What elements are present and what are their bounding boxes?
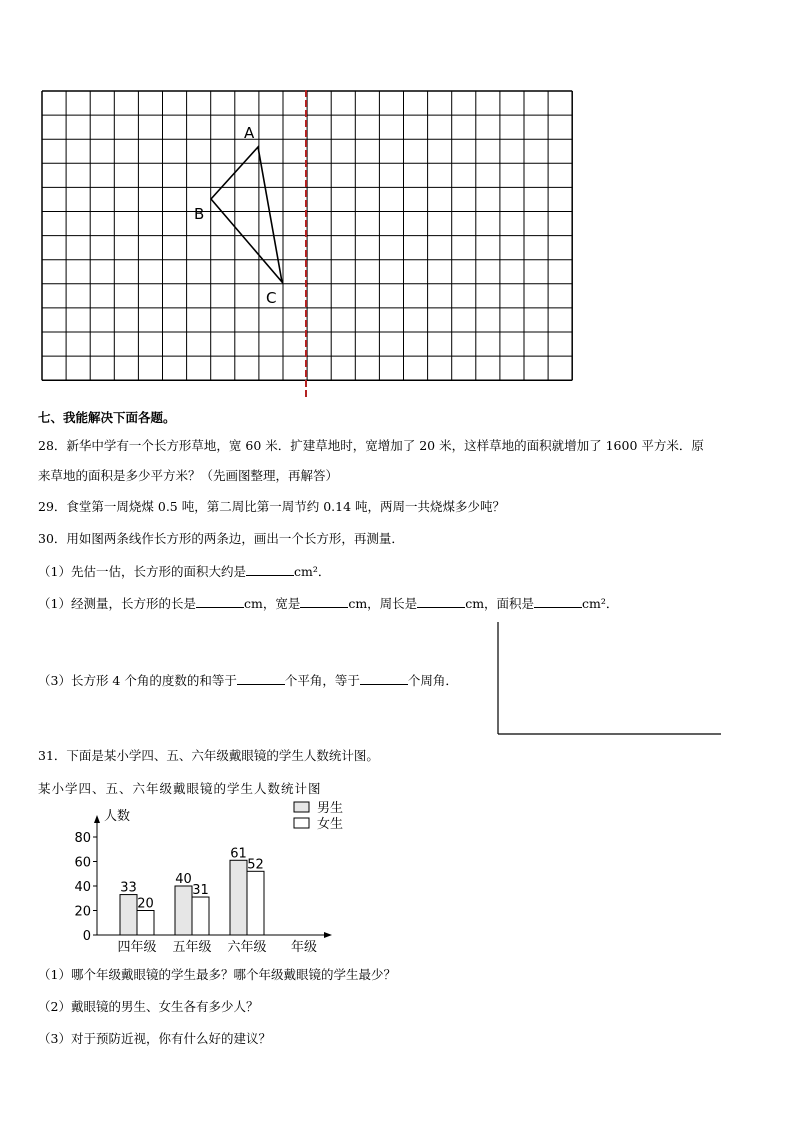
grid-figure: [0, 0, 794, 410]
bar-chart: [0, 795, 400, 960]
x-axis-arrow: [324, 932, 332, 938]
point-label-b: B: [194, 205, 205, 223]
answer-blank-area[interactable]: [534, 595, 582, 608]
legend-label: 女生: [317, 817, 344, 832]
x-category-label: 五年级: [172, 940, 212, 955]
legend-swatch: [294, 818, 309, 828]
section-title: 七、我能解决下面各题。: [38, 410, 176, 425]
chart-bars: [117, 846, 266, 955]
part3-text: （3）长方形 4 个角的度数的和等于: [38, 673, 237, 688]
part2-unit: cm²．: [582, 596, 619, 611]
question-30-part1: [38, 563, 330, 580]
grid-lines: [42, 91, 572, 380]
question-30-stem: 30．用如图两条线作长方形的两条边，画出一个长方形，再测量．: [38, 531, 404, 546]
y-tick-label: 20: [74, 904, 91, 920]
bar: [120, 895, 137, 935]
bar-value-label: 40: [175, 872, 192, 887]
question-30-part3: [38, 672, 458, 689]
part2-perimeter-label: cm，周长是: [348, 596, 418, 611]
triangle-abc: [211, 147, 282, 282]
question-31-sub2: （2）戴眼镜的男生、女生各有多少人？: [38, 999, 259, 1014]
bar-value-label: 33: [120, 880, 137, 896]
question-31-stem: 31．下面是某小学四、五、六年级戴眼镜的学生人数统计图。: [38, 748, 379, 763]
answer-blank-area-estimate[interactable]: [246, 563, 294, 576]
x-category-label: 四年级: [117, 940, 157, 955]
part1-text: （1）先估一估，长方形的面积大约是: [38, 564, 246, 579]
y-tick-label: 60: [74, 855, 91, 871]
question-30-part2: [38, 595, 618, 612]
question-31-sub3: （3）对于预防近视，你有什么好的建议？: [38, 1031, 271, 1046]
point-label-c: C: [266, 289, 277, 307]
question-29: 29．食堂第一周烧煤 0.5 吨，第二周比第一周节约 0.14 吨，两周一共烧煤多少吨？: [38, 499, 506, 514]
answer-blank-straight-angles[interactable]: [237, 672, 285, 685]
part2-area-label: cm，面积是: [465, 596, 535, 611]
legend-label: 男生: [317, 801, 344, 816]
part3-mid-text: 个平角，等于: [284, 673, 360, 688]
bar: [192, 897, 209, 935]
bar: [230, 860, 247, 935]
bar: [247, 871, 264, 935]
part3-end-text: 个周角．: [407, 673, 458, 688]
part1-unit: cm²．: [293, 564, 331, 579]
y-axis-arrow: [94, 815, 100, 823]
bar-value-label: 61: [230, 846, 247, 862]
answer-blank-full-angles[interactable]: [360, 672, 408, 685]
question-28-line1: 28．新华中学有一个长方形草地，宽 60 米．扩建草地时，宽增加了 20 米，这样草地的面积就增加了 1600 平方米．原: [38, 438, 704, 453]
y-tick-label: 80: [74, 831, 91, 846]
bar: [137, 911, 154, 936]
bar-value-label: 31: [192, 883, 209, 899]
x-axis-label: 年级: [290, 940, 318, 955]
y-axis-label: 人数: [104, 809, 131, 824]
part2-width-label: cm，宽是: [243, 596, 301, 611]
question-31-sub1: （1）哪个年级戴眼镜的学生最多？哪个年级戴眼镜的学生最少？: [38, 967, 396, 982]
part2-text: （1）经测量，长方形的长是: [38, 596, 196, 611]
answer-blank-length[interactable]: [196, 595, 244, 608]
point-label-a: A: [244, 124, 255, 142]
answer-blank-width[interactable]: [300, 595, 348, 608]
chart-title: 某小学四、五、六年级戴眼镜的学生人数统计图: [38, 781, 322, 796]
x-category-label: 六年级: [227, 940, 267, 955]
y-tick-label: 40: [74, 880, 91, 895]
bar-value-label: 52: [247, 857, 264, 873]
answer-blank-perimeter[interactable]: [417, 595, 465, 608]
y-tick-label: 0: [82, 929, 91, 944]
question-28-line2: 来草地的面积是多少平方米？（先画图整理，再解答）: [38, 468, 339, 483]
chart-legend: [294, 800, 343, 832]
bar: [175, 886, 192, 935]
legend-swatch: [294, 802, 309, 812]
bar-value-label: 20: [137, 896, 154, 912]
rectangle-sides-figure: [490, 618, 730, 740]
